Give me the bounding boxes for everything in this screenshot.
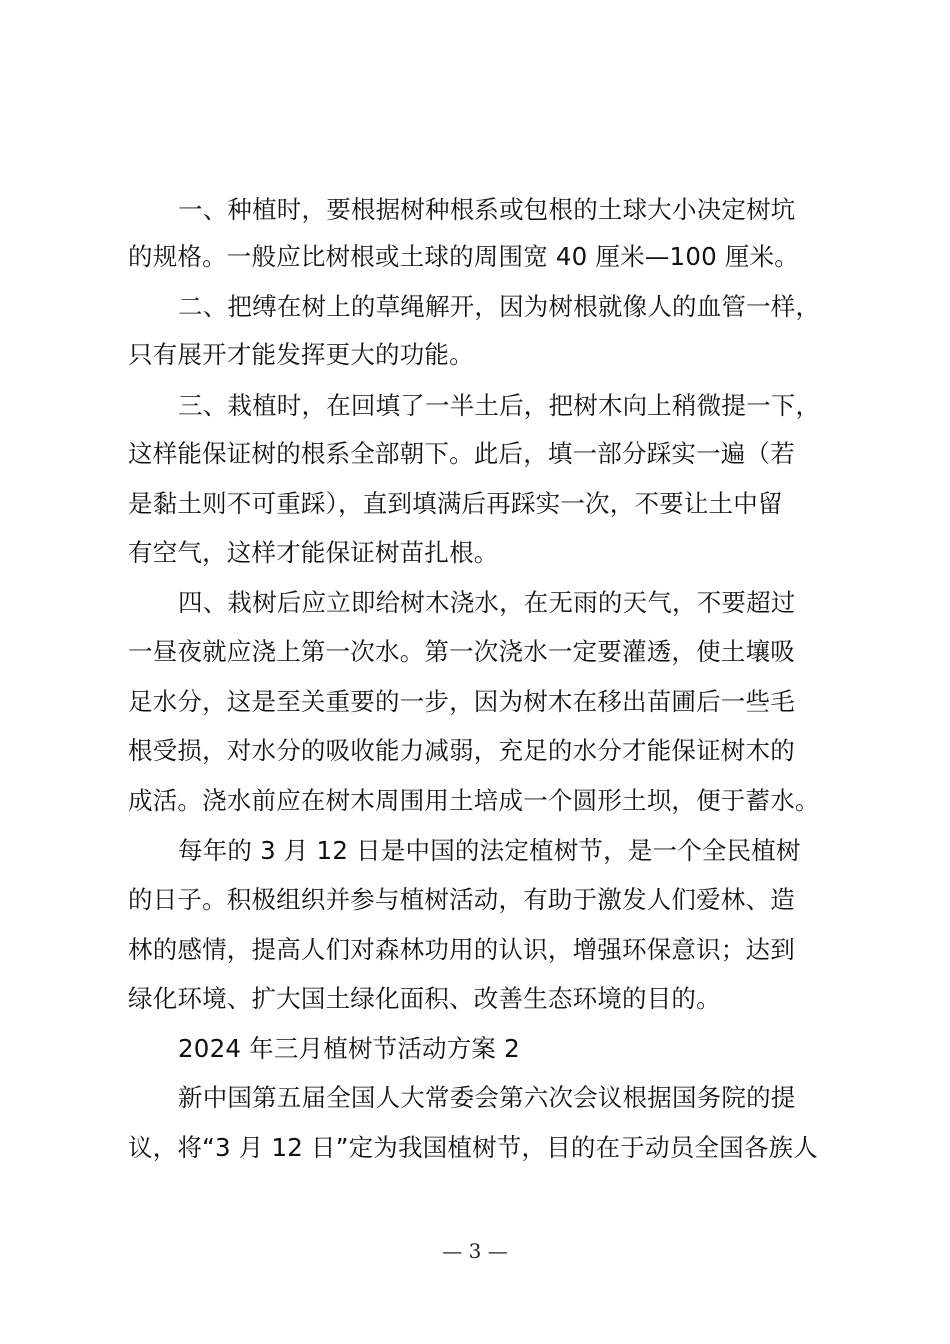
section-heading: 2024 年三月植树节活动方案 2 <box>178 1034 520 1063</box>
text-line: 成活。浇水前应在树木周围用土培成一个圆形土坝，便于蓄水。 <box>128 786 820 815</box>
text-line: 只有展开才能发挥更大的功能。 <box>128 340 474 369</box>
text-line: 三、栽植时，在回填了一半土后，把树木向上稍微提一下， <box>178 391 821 420</box>
text-line: 林的感情，提高人们对森林功用的认识，增强环保意识；达到 <box>128 935 795 964</box>
text-line: 四、栽树后应立即给树木浇水，在无雨的天气，不要超过 <box>178 588 796 617</box>
text-line: 每年的 3 月 12 日是中国的法定植树节，是一个全民植树 <box>178 836 801 865</box>
text-line: 这样能保证树的根系全部朝下。此后，填一部分踩实一遍（若 <box>128 439 795 468</box>
text-line: 一昼夜就应浇上第一次水。第一次浇水一定要灌透，使土壤吸 <box>128 637 795 666</box>
text-line: 新中国第五届全国人大常委会第六次会议根据国务院的提 <box>178 1083 796 1112</box>
text-line: 议，将“3 月 12 日”定为我国植树节，目的在于动员全国各族人 <box>128 1133 818 1162</box>
text-line: 二、把缚在树上的草绳解开，因为树根就像人的血管一样， <box>178 292 821 321</box>
text-line: 绿化环境、扩大国土绿化面积、改善生态环境的目的。 <box>128 984 721 1013</box>
text-line: 足水分，这是至关重要的一步，因为树木在移出苗圃后一些毛 <box>128 687 795 716</box>
text-line: 是黏土则不可重踩），直到填满后再踩实一次，不要让土中留 <box>128 489 783 518</box>
text-line: 一、种植时，要根据树种根系或包根的土球大小决定树坑 <box>178 195 796 224</box>
text-line: 根受损，对水分的吸收能力减弱，充足的水分才能保证树木的 <box>128 736 795 765</box>
text-line: 有空气，这样才能保证树苗扎根。 <box>128 538 499 567</box>
text-line: 的日子。积极组织并参与植树活动，有助于激发人们爱林、造 <box>128 885 795 914</box>
text-line: 的规格。一般应比树根或土球的周围宽 40 厘米—100 厘米。 <box>128 242 799 271</box>
page-number: — 3 — <box>442 1239 508 1263</box>
